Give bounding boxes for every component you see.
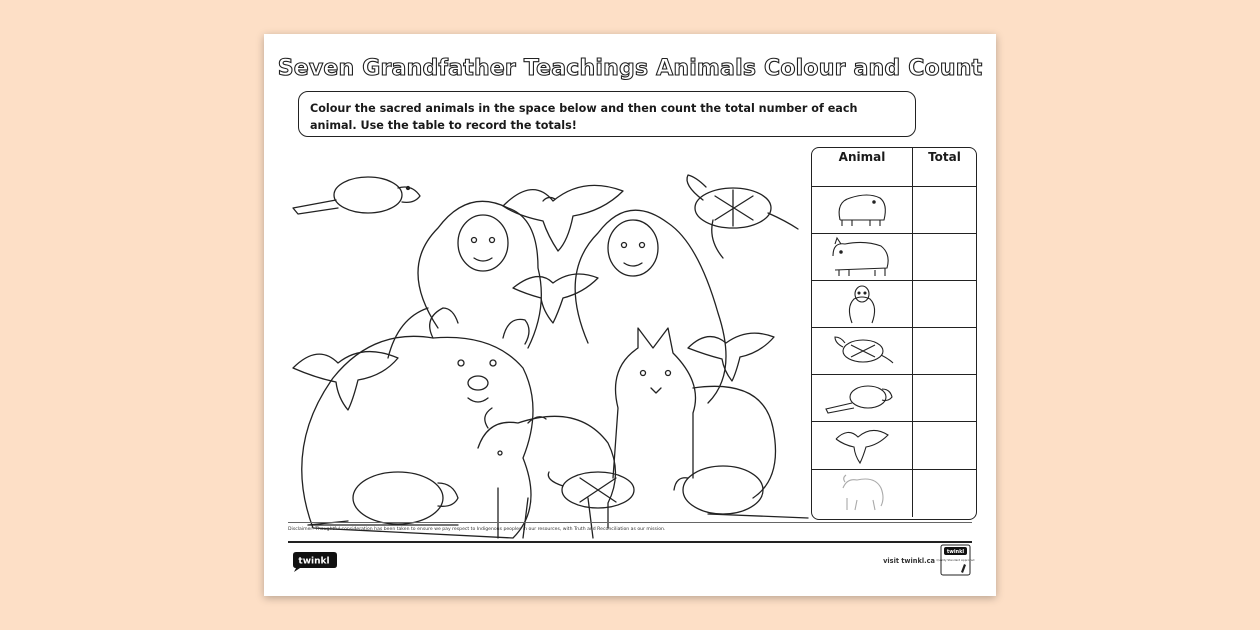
eagle-drawing-4 — [688, 333, 774, 381]
header-animal: Animal — [812, 148, 913, 186]
eagle-drawing — [503, 185, 623, 251]
badge-caption: Quality Standard Approved — [936, 558, 975, 562]
table-row — [812, 234, 976, 281]
eagle-drawing-2 — [513, 274, 598, 323]
disclaimer-text: Disclaimer: Thoughtful consideration has been taken to ensure we pay respect to Indigenous peoples in our resources, with Truth and Reconciliation as our mission. — [288, 522, 972, 532]
worksheet-title: Seven Grandfather Teachings Animals Colour and Count — [277, 56, 983, 81]
total-cell[interactable] — [913, 422, 976, 468]
table-row — [812, 422, 976, 469]
table-row — [812, 187, 976, 234]
turtle-drawing — [687, 175, 798, 258]
eagle-icon — [832, 425, 892, 467]
instructions-box: Colour the sacred animals in the space below and then count the total number of each animal. Use the table to record the totals! — [298, 91, 916, 137]
table-row — [812, 375, 976, 422]
beaver-drawing-2 — [308, 472, 458, 525]
count-table — [811, 147, 977, 520]
quality-badge — [936, 544, 975, 576]
buffalo-drawing — [478, 408, 616, 538]
logo-text: twinkl — [298, 556, 330, 567]
table-header — [812, 148, 976, 187]
polar-bear-icon — [832, 190, 892, 230]
buffalo-icon — [837, 472, 887, 514]
total-cell[interactable] — [913, 187, 976, 233]
visit-link[interactable]: visit twinkl.ca — [883, 557, 935, 565]
total-cell[interactable] — [913, 470, 976, 517]
eagle-drawing-3 — [293, 352, 398, 410]
total-cell[interactable] — [913, 234, 976, 280]
header-total: Total — [928, 150, 961, 164]
table-row — [812, 281, 976, 328]
sabe-drawing-2 — [575, 210, 726, 403]
total-cell[interactable] — [913, 281, 976, 327]
footer-divider — [288, 541, 972, 543]
wolf-icon — [827, 236, 897, 278]
beaver-drawing — [293, 177, 420, 214]
table-row — [812, 328, 976, 375]
sabe-drawing — [388, 201, 541, 358]
sabe-icon — [842, 283, 882, 325]
worksheet-page — [264, 34, 996, 596]
animal-colouring-illustration — [278, 148, 810, 528]
turtle-icon — [829, 331, 895, 371]
total-cell[interactable] — [913, 328, 976, 374]
total-cell[interactable] — [913, 375, 976, 421]
badge-text: twinkl — [946, 549, 965, 556]
table-row — [812, 470, 976, 517]
twinkl-logo[interactable] — [290, 548, 338, 572]
beaver-icon — [824, 377, 900, 419]
turtle-drawing-2 — [548, 472, 634, 508]
beaver-drawing-3 — [674, 466, 808, 518]
